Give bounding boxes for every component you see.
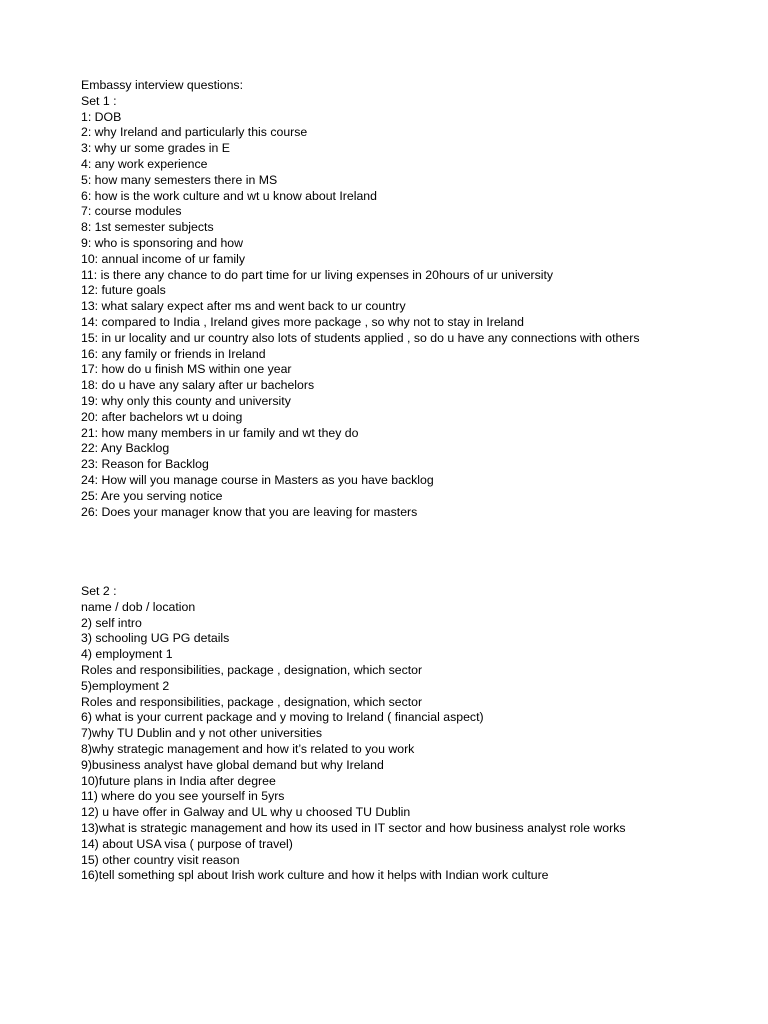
question-line: 8: 1st semester subjects xyxy=(81,220,214,235)
question-line: 7: course modules xyxy=(81,204,182,219)
question-line: 15) other country visit reason xyxy=(81,852,240,867)
question-line: 16: any family or friends in Ireland xyxy=(81,346,266,361)
question-line: 6) what is your current package and y moving to Ireland ( financial aspect) xyxy=(81,710,484,725)
question-line: 11) where do you see yourself in 5yrs xyxy=(81,789,285,804)
question-line: 9)business analyst have global demand but why Ireland xyxy=(81,757,384,772)
question-line: 3: why ur some grades in E xyxy=(81,141,230,156)
question-line: 15: in ur locality and ur country also lots of students applied , so do u have any connections with others xyxy=(81,330,640,345)
set-2-section xyxy=(81,584,741,884)
question-line: 17: how do u finish MS within one year xyxy=(81,362,292,377)
question-line: 26: Does your manager know that you are leaving for masters xyxy=(81,504,418,519)
question-line: 11: is there any chance to do part time for ur living expenses in 20hours of ur university xyxy=(81,267,554,282)
question-line: 24: How will you manage course in Masters as you have backlog xyxy=(81,472,434,487)
question-line: 9: who is sponsoring and how xyxy=(81,235,244,250)
question-line: 1: DOB xyxy=(81,109,122,124)
question-line: 4: any work experience xyxy=(81,156,208,171)
question-line: 4) employment 1 xyxy=(81,647,173,662)
question-line: 6: how is the work culture and wt u know about Ireland xyxy=(81,188,377,203)
set-2-heading: Set 2 : xyxy=(81,584,117,598)
question-line: 2) self intro xyxy=(81,615,142,630)
set-1-section xyxy=(81,78,741,520)
set-1-heading: Set 1 : xyxy=(81,93,117,108)
question-line: 16)tell something spl about Irish work culture and how it helps with Indian work culture xyxy=(81,868,549,883)
question-line: 12) u have offer in Galway and UL why u choosed TU Dublin xyxy=(81,805,411,820)
question-line: 22: Any Backlog xyxy=(81,441,170,456)
question-line: 21: how many members in ur family and wt they do xyxy=(81,425,359,440)
question-line: 13)what is strategic management and how its used in IT sector and how business analyst role works xyxy=(81,820,626,835)
question-line: name / dob / location xyxy=(81,599,196,614)
question-line: 13: what salary expect after ms and went back to ur country xyxy=(81,299,406,314)
question-line: Roles and responsibilities, package , designation, which sector xyxy=(81,662,423,677)
question-line: 23: Reason for Backlog xyxy=(81,457,209,472)
question-line: 12: future goals xyxy=(81,283,166,298)
question-line: 2: why Ireland and particularly this course xyxy=(81,125,308,140)
question-line: 10)future plans in India after degree xyxy=(81,773,276,788)
question-line: 7)why TU Dublin and y not other universities xyxy=(81,726,323,741)
document-title: Embassy interview questions: xyxy=(81,78,243,92)
question-line: 5: how many semesters there in MS xyxy=(81,172,278,187)
question-line: 8)why strategic management and how it’s related to you work xyxy=(81,741,415,756)
question-line: 14: compared to India , Ireland gives more package , so why not to stay in Ireland xyxy=(81,314,524,329)
question-line: 19: why only this county and university xyxy=(81,393,291,408)
set-2-question-list xyxy=(81,600,741,884)
set-1-question-list xyxy=(81,110,741,521)
question-line: 10: annual income of ur family xyxy=(81,251,246,266)
question-line: Roles and responsibilities, package , designation, which sector xyxy=(81,694,423,709)
question-line: 14) about USA visa ( purpose of travel) xyxy=(81,836,293,851)
question-line: 20: after bachelors wt u doing xyxy=(81,409,243,424)
question-line: 5)employment 2 xyxy=(81,678,170,693)
question-line: 3) schooling UG PG details xyxy=(81,631,230,646)
question-line: 25: Are you serving notice xyxy=(81,488,223,503)
question-line: 18: do u have any salary after ur bachelors xyxy=(81,378,315,393)
